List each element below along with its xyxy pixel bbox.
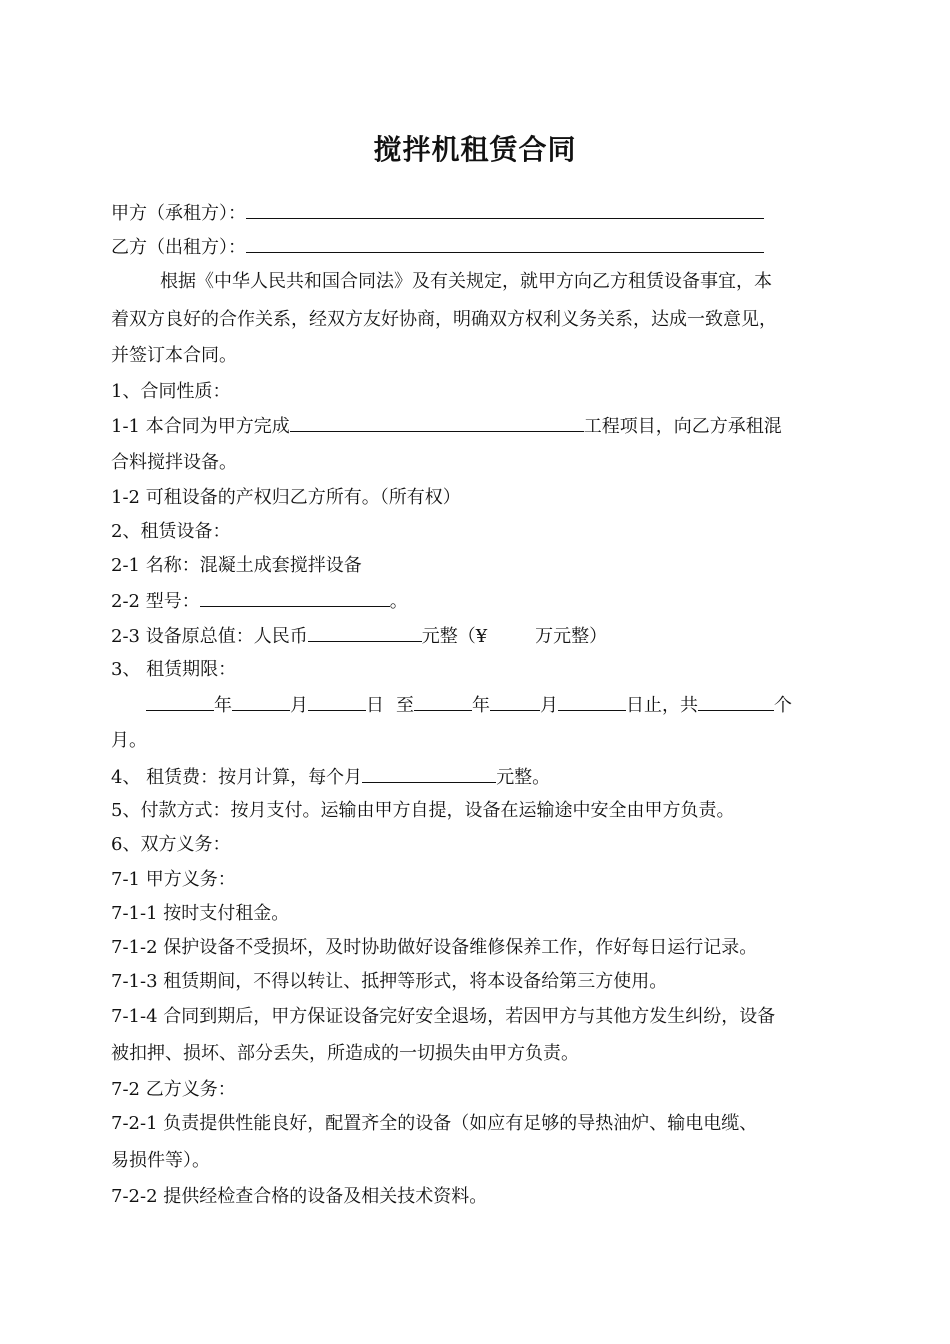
monthly-fee-blank bbox=[362, 764, 496, 783]
section-2-heading: 2、租赁设备： bbox=[111, 521, 231, 542]
year-label-2: 年 bbox=[472, 695, 490, 716]
party-a-label: 甲方（承租方）： bbox=[111, 203, 246, 224]
party-a-blank bbox=[246, 200, 764, 219]
year-label: 年 bbox=[214, 695, 232, 716]
start-month-blank bbox=[232, 692, 290, 711]
clause-1-2: 1-2 可租设备的产权归乙方所有。（所有权） bbox=[111, 487, 461, 508]
end-day-blank bbox=[558, 692, 626, 711]
section-6-heading: 6、双方义务： bbox=[111, 834, 231, 855]
day-label: 日 bbox=[366, 695, 384, 716]
party-a-line bbox=[111, 200, 764, 227]
end-day-label: 日止，共 bbox=[626, 695, 698, 716]
clause-7-1-heading: 7-1 甲方义务： bbox=[111, 869, 236, 890]
clause-7-1-3: 7-1-3 租赁期间，不得以转让、抵押等形式，将本设备给第三方使用。 bbox=[111, 971, 668, 992]
clause-1-1-suffix: 工程项目，向乙方承租混 bbox=[583, 416, 782, 437]
intro-line-1: 根据《中华人民共和国合同法》及有关规定，就甲方向乙方租赁设备事宜，本 bbox=[160, 271, 772, 292]
clause-2-3-suffix: 万元整） bbox=[535, 626, 608, 647]
clause-7-2-1-line-2: 易损件等）。 bbox=[111, 1150, 210, 1171]
clause-2-2 bbox=[111, 588, 408, 615]
section-1-heading: 1、合同性质： bbox=[111, 381, 231, 402]
clause-7-1-4-line-1: 7-1-4 合同到期后，甲方保证设备完好安全退场，若因甲方与其他方发生纠纷，设备 bbox=[111, 1006, 776, 1027]
clause-2-3-prefix: 2-3 设备原总值：人民币 bbox=[111, 626, 308, 647]
section-4-prefix: 4、 租赁费：按月计算，每个月 bbox=[111, 767, 363, 788]
clause-1-1-prefix: 1-1 本合同为甲方完成 bbox=[111, 416, 290, 437]
total-months-blank bbox=[698, 692, 774, 711]
clause-2-1: 2-1 名称：混凝土成套搅拌设备 bbox=[111, 555, 362, 576]
end-year-blank bbox=[414, 692, 472, 711]
party-b-label: 乙方（出租方）： bbox=[111, 237, 246, 258]
model-blank bbox=[200, 588, 390, 607]
clause-1-1-continued: 合料搅拌设备。 bbox=[111, 452, 237, 473]
project-name-blank bbox=[290, 413, 584, 432]
clause-7-2-1-line-1: 7-2-1 负责提供性能良好，配置齐全的设备（如应有足够的导热油炉、输电电缆、 bbox=[111, 1113, 758, 1134]
section-4-suffix: 元整。 bbox=[496, 767, 551, 788]
party-b-line bbox=[111, 234, 764, 261]
clause-7-1-4-line-2: 被扣押、损坏、部分丢失，所造成的一切损失由甲方负责。 bbox=[111, 1043, 579, 1064]
clause-2-2-prefix: 2-2 型号： bbox=[111, 591, 200, 612]
clause-7-2-heading: 7-2 乙方义务： bbox=[111, 1079, 236, 1100]
clause-7-1-2: 7-1-2 保护设备不受损坏，及时协助做好设备维修保养工作，作好每日运行记录。 bbox=[111, 937, 758, 958]
original-value-blank bbox=[308, 623, 422, 642]
intro-line-2: 着双方良好的合作关系，经双方友好协商，明确双方权利义务关系，达成一致意见， bbox=[111, 309, 777, 330]
month-label-2: 月 bbox=[540, 695, 558, 716]
lease-period-continued: 月。 bbox=[111, 730, 147, 751]
section-4 bbox=[111, 764, 550, 791]
start-day-blank bbox=[308, 692, 366, 711]
clause-2-3-mid: 元整（¥ bbox=[421, 626, 488, 647]
document-title: 搅拌机租赁合同 bbox=[373, 133, 577, 166]
end-month-blank bbox=[490, 692, 540, 711]
start-year-blank bbox=[146, 692, 214, 711]
section-5: 5、付款方式：按月支付。运输由甲方自提，设备在运输途中安全由甲方负责。 bbox=[111, 800, 735, 821]
lease-period-line bbox=[146, 692, 792, 719]
intro-line-3: 并签订本合同。 bbox=[111, 345, 237, 366]
unit-label: 个 bbox=[774, 695, 792, 716]
clause-2-3 bbox=[111, 623, 607, 650]
month-label: 月 bbox=[290, 695, 308, 716]
clause-7-2-2: 7-2-2 提供经检查合格的设备及相关技术资料。 bbox=[111, 1186, 488, 1207]
section-3-heading: 3、 租赁期限： bbox=[111, 659, 237, 680]
clause-7-1-1: 7-1-1 按时支付租金。 bbox=[111, 903, 290, 924]
clause-2-2-suffix: 。 bbox=[389, 591, 408, 612]
to-label: 至 bbox=[396, 695, 414, 716]
party-b-blank bbox=[246, 234, 764, 253]
clause-1-1 bbox=[111, 413, 782, 440]
